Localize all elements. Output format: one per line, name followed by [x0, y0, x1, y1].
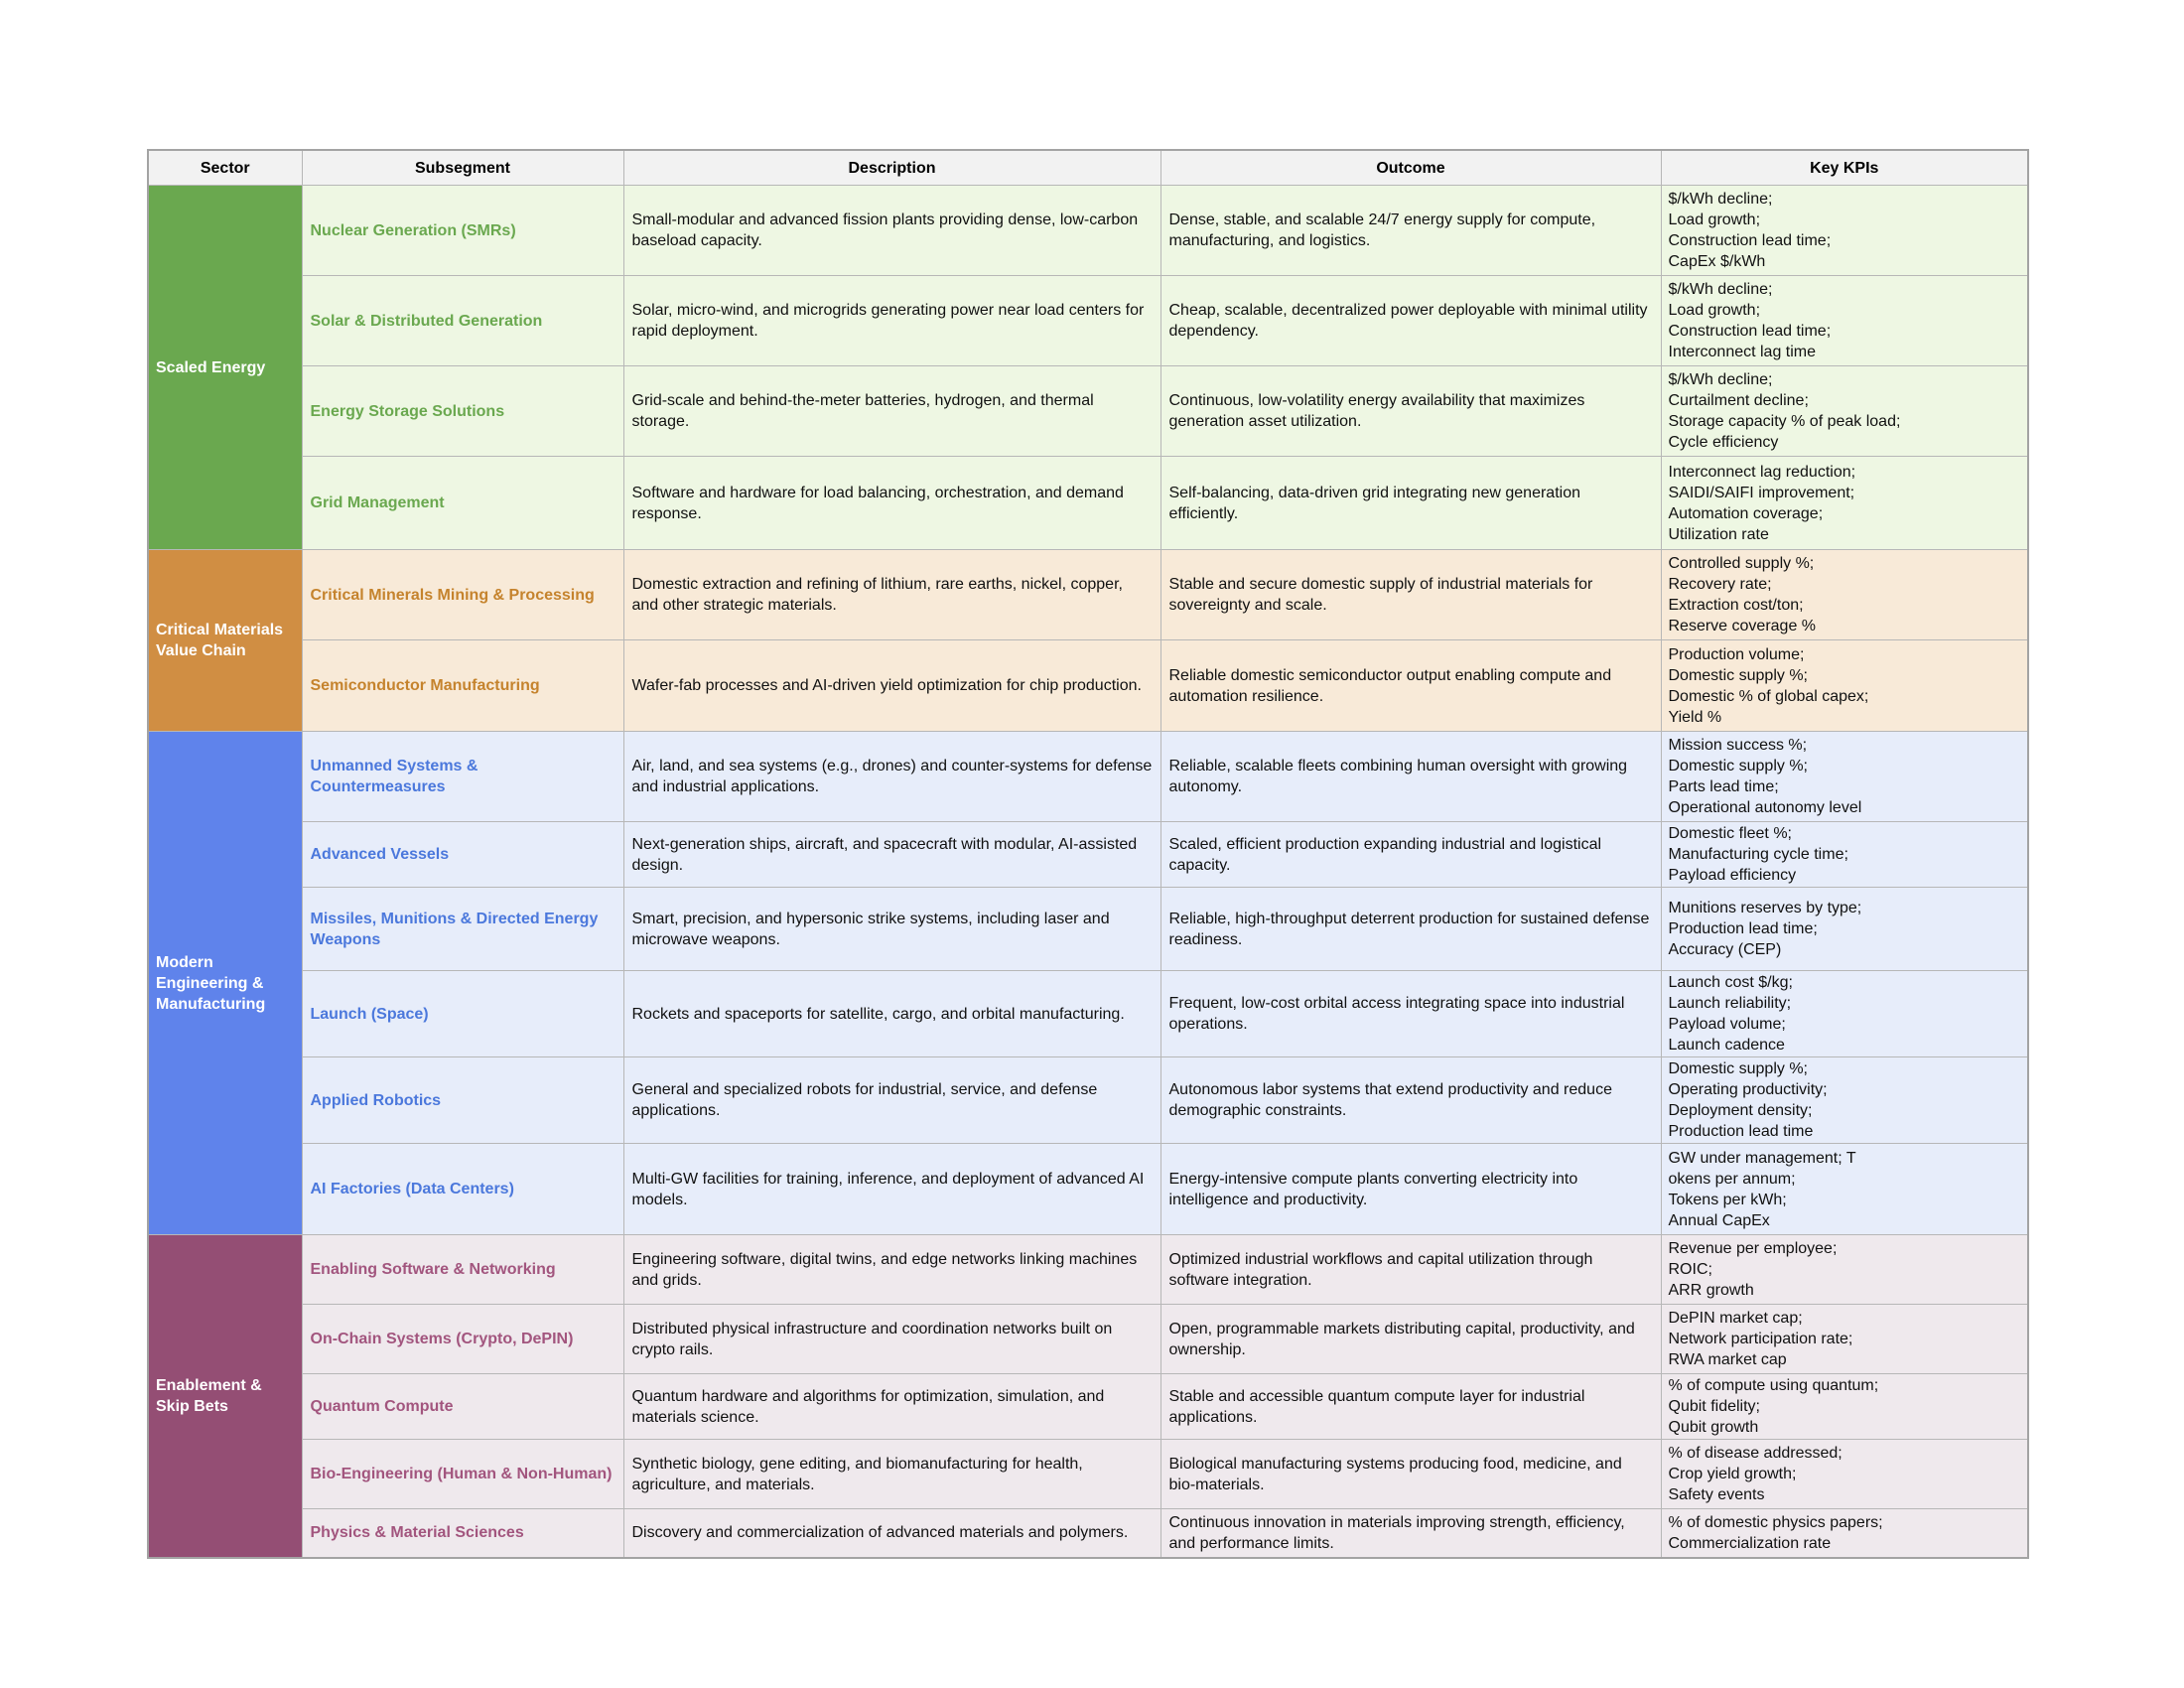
- sector-kpi-table: [147, 149, 2029, 1559]
- outcome-cell: Open, programmable markets distributing capital, productivity, and ownership.: [1160, 1305, 1661, 1374]
- subsegment-label: Missiles, Munitions & Directed Energy Weapons: [302, 888, 623, 971]
- kpi-line: Domestic supply %;: [1668, 1060, 1808, 1077]
- subsegment-label: Advanced Vessels: [302, 822, 623, 888]
- kpi-line: Tokens per kWh;: [1668, 1191, 1787, 1208]
- description-cell: Domestic extraction and refining of lithium, rare earths, nickel, copper, and other strategic materials.: [623, 550, 1160, 640]
- kpi-line: Load growth;: [1668, 211, 1761, 228]
- kpi-cell: [1661, 457, 2028, 550]
- subsegment-label: Launch (Space): [302, 971, 623, 1057]
- kpi-line: $/kWh decline;: [1668, 371, 1773, 388]
- header-row: [148, 150, 2028, 186]
- table-row: [148, 1235, 2028, 1305]
- description-cell: Grid-scale and behind-the-meter batteries, hydrogen, and thermal storage.: [623, 366, 1160, 457]
- kpi-line: Utilization rate: [1668, 525, 1769, 543]
- kpi-line: Recovery rate;: [1668, 576, 1772, 593]
- kpi-line: Qubit growth: [1668, 1419, 1759, 1436]
- column-header-outcome: Outcome: [1160, 150, 1661, 186]
- outcome-cell: Energy-intensive compute plants converting electricity into intelligence and productivity.: [1160, 1144, 1661, 1235]
- kpi-line: Domestic % of global capex;: [1668, 687, 1869, 705]
- kpi-line: Munitions reserves by type;: [1668, 900, 1862, 916]
- kpi-line: $/kWh decline;: [1668, 191, 1773, 208]
- subsegment-label: Applied Robotics: [302, 1057, 623, 1144]
- table-row: [148, 888, 2028, 971]
- outcome-cell: Scaled, efficient production expanding industrial and logistical capacity.: [1160, 822, 1661, 888]
- kpi-line: Network participation rate;: [1668, 1331, 1853, 1347]
- subsegment-label: Solar & Distributed Generation: [302, 276, 623, 366]
- sector-cell-enablement-skip-bets: Enablement & Skip Bets: [148, 1235, 302, 1558]
- kpi-line: Reserve coverage %: [1668, 618, 1817, 634]
- kpi-line: Parts lead time;: [1668, 778, 1779, 795]
- kpi-line: okens per annum;: [1668, 1170, 1796, 1188]
- kpi-cell: [1661, 1057, 2028, 1144]
- kpi-line: Mission success %;: [1668, 737, 1808, 754]
- kpi-cell: [1661, 1144, 2028, 1235]
- column-header-key-kpis: Key KPIs: [1661, 150, 2028, 186]
- description-cell: Synthetic biology, gene editing, and biomanufacturing for health, agriculture, and materials.: [623, 1440, 1160, 1509]
- kpi-line: Curtailment decline;: [1668, 392, 1809, 409]
- table-row: [148, 822, 2028, 888]
- outcome-cell: Autonomous labor systems that extend productivity and reduce demographic constraints.: [1160, 1057, 1661, 1144]
- kpi-line: Qubit fidelity;: [1668, 1398, 1760, 1415]
- subsegment-label: Nuclear Generation (SMRs): [302, 186, 623, 276]
- kpi-line: Automation coverage;: [1668, 504, 1824, 522]
- kpi-line: Launch reliability;: [1668, 995, 1792, 1012]
- kpi-line: Cycle efficiency: [1668, 434, 1779, 451]
- table-row: [148, 276, 2028, 366]
- outcome-cell: Reliable, high-throughput deterrent production for sustained defense readiness.: [1160, 888, 1661, 971]
- kpi-line: Manufacturing cycle time;: [1668, 846, 1848, 863]
- kpi-line: Interconnect lag reduction;: [1668, 463, 1856, 481]
- description-cell: Solar, micro-wind, and microgrids generating power near load centers for rapid deployment.: [623, 276, 1160, 366]
- kpi-line: Extraction cost/ton;: [1668, 597, 1804, 614]
- kpi-line: Payload volume;: [1668, 1016, 1786, 1033]
- table-row: [148, 1144, 2028, 1235]
- kpi-line: Yield %: [1668, 708, 1722, 726]
- table-row: [148, 1440, 2028, 1509]
- kpi-line: Controlled supply %;: [1668, 555, 1815, 572]
- description-cell: Air, land, and sea systems (e.g., drones) and counter-systems for defense and industrial applications.: [623, 732, 1160, 822]
- outcome-cell: Reliable, scalable fleets combining human oversight with growing autonomy.: [1160, 732, 1661, 822]
- kpi-line: DePIN market cap;: [1668, 1310, 1803, 1327]
- kpi-line: Launch cost $/kg;: [1668, 974, 1793, 991]
- kpi-line: % of domestic physics papers;: [1668, 1513, 1883, 1531]
- kpi-line: Revenue per employee;: [1668, 1240, 1838, 1257]
- kpi-line: ARR growth: [1668, 1282, 1754, 1299]
- kpi-line: $/kWh decline;: [1668, 281, 1773, 298]
- kpi-cell: [1661, 1374, 2028, 1440]
- kpi-cell: [1661, 640, 2028, 732]
- outcome-cell: Continuous, low-volatility energy availability that maximizes generation asset utilization.: [1160, 366, 1661, 457]
- description-cell: Small-modular and advanced fission plants providing dense, low-carbon baseload capacity.: [623, 186, 1160, 276]
- kpi-cell: [1661, 366, 2028, 457]
- kpi-line: Domestic supply %;: [1668, 666, 1808, 684]
- column-header-description: Description: [623, 150, 1160, 186]
- kpi-cell: [1661, 550, 2028, 640]
- kpi-line: Construction lead time;: [1668, 232, 1832, 249]
- kpi-line: SAIDI/SAIFI improvement;: [1668, 484, 1855, 501]
- outcome-cell: Cheap, scalable, decentralized power deployable with minimal utility dependency.: [1160, 276, 1661, 366]
- description-cell: Engineering software, digital twins, and edge networks linking machines and grids.: [623, 1235, 1160, 1305]
- table-row: [148, 1305, 2028, 1374]
- subsegment-label: Semiconductor Manufacturing: [302, 640, 623, 732]
- kpi-line: Crop yield growth;: [1668, 1466, 1797, 1482]
- kpi-cell: [1661, 732, 2028, 822]
- kpi-line: Operational autonomy level: [1668, 799, 1862, 816]
- kpi-line: Domestic fleet %;: [1668, 825, 1792, 842]
- description-cell: Rockets and spaceports for satellite, cargo, and orbital manufacturing.: [623, 971, 1160, 1057]
- table-row: [148, 1374, 2028, 1440]
- outcome-cell: Self-balancing, data-driven grid integrating new generation efficiently.: [1160, 457, 1661, 550]
- outcome-cell: Frequent, low-cost orbital access integrating space into industrial operations.: [1160, 971, 1661, 1057]
- column-header-sector: Sector: [148, 150, 302, 186]
- kpi-line: % of disease addressed;: [1668, 1445, 1843, 1462]
- kpi-line: Interconnect lag time: [1668, 344, 1817, 360]
- description-cell: Smart, precision, and hypersonic strike systems, including laser and microwave weapons.: [623, 888, 1160, 971]
- kpi-cell: [1661, 1509, 2028, 1558]
- subsegment-label: Enabling Software & Networking: [302, 1235, 623, 1305]
- description-cell: General and specialized robots for industrial, service, and defense applications.: [623, 1057, 1160, 1144]
- kpi-cell: [1661, 1305, 2028, 1374]
- outcome-cell: Optimized industrial workflows and capital utilization through software integration.: [1160, 1235, 1661, 1305]
- kpi-line: Launch cadence: [1668, 1037, 1785, 1054]
- description-cell: Next-generation ships, aircraft, and spacecraft with modular, AI-assisted design.: [623, 822, 1160, 888]
- outcome-cell: Continuous innovation in materials improving strength, efficiency, and performance limits.: [1160, 1509, 1661, 1558]
- kpi-line: Production lead time: [1668, 1123, 1814, 1140]
- description-cell: Wafer-fab processes and AI-driven yield optimization for chip production.: [623, 640, 1160, 732]
- table-row: [148, 366, 2028, 457]
- kpi-line: Storage capacity % of peak load;: [1668, 413, 1901, 430]
- subsegment-label: Bio-Engineering (Human & Non-Human): [302, 1440, 623, 1509]
- outcome-cell: Dense, stable, and scalable 24/7 energy supply for compute, manufacturing, and logistics.: [1160, 186, 1661, 276]
- kpi-line: Construction lead time;: [1668, 323, 1832, 340]
- kpi-line: GW under management; T: [1668, 1149, 1856, 1167]
- table-row: [148, 640, 2028, 732]
- kpi-line: Accuracy (CEP): [1668, 941, 1782, 958]
- table-row: [148, 186, 2028, 276]
- table-row: [148, 1509, 2028, 1558]
- kpi-cell: [1661, 276, 2028, 366]
- kpi-line: ROIC;: [1668, 1261, 1712, 1278]
- kpi-cell: [1661, 1235, 2028, 1305]
- subsegment-label: AI Factories (Data Centers): [302, 1144, 623, 1235]
- outcome-cell: Stable and accessible quantum compute layer for industrial applications.: [1160, 1374, 1661, 1440]
- kpi-line: Deployment density;: [1668, 1102, 1813, 1119]
- kpi-line: Commercialization rate: [1668, 1534, 1832, 1552]
- subsegment-label: Quantum Compute: [302, 1374, 623, 1440]
- kpi-line: Safety events: [1668, 1486, 1765, 1503]
- table-row: [148, 971, 2028, 1057]
- table-row: [148, 1057, 2028, 1144]
- table-row: [148, 732, 2028, 822]
- column-header-subsegment: Subsegment: [302, 150, 623, 186]
- outcome-cell: Biological manufacturing systems producing food, medicine, and bio-materials.: [1160, 1440, 1661, 1509]
- subsegment-label: Energy Storage Solutions: [302, 366, 623, 457]
- description-cell: Distributed physical infrastructure and coordination networks built on crypto rails.: [623, 1305, 1160, 1374]
- kpi-line: Payload efficiency: [1668, 867, 1797, 884]
- table-row: [148, 457, 2028, 550]
- outcome-cell: Reliable domestic semiconductor output enabling compute and automation resilience.: [1160, 640, 1661, 732]
- kpi-line: Load growth;: [1668, 302, 1761, 319]
- subsegment-label: On-Chain Systems (Crypto, DePIN): [302, 1305, 623, 1374]
- outcome-cell: Stable and secure domestic supply of industrial materials for sovereignty and scale.: [1160, 550, 1661, 640]
- description-cell: Discovery and commercialization of advanced materials and polymers.: [623, 1509, 1160, 1558]
- subsegment-label: Physics & Material Sciences: [302, 1509, 623, 1558]
- kpi-line: Production volume;: [1668, 645, 1805, 663]
- description-cell: Quantum hardware and algorithms for optimization, simulation, and materials science.: [623, 1374, 1160, 1440]
- kpi-cell: [1661, 822, 2028, 888]
- kpi-line: RWA market cap: [1668, 1351, 1787, 1368]
- sector-cell-critical-materials-value-chain: Critical Materials Value Chain: [148, 550, 302, 732]
- sector-cell-modern-engineering-manufacturing: Modern Engineering & Manufacturing: [148, 732, 302, 1235]
- subsegment-label: Grid Management: [302, 457, 623, 550]
- kpi-cell: [1661, 1440, 2028, 1509]
- description-cell: Software and hardware for load balancing, orchestration, and demand response.: [623, 457, 1160, 550]
- kpi-line: Domestic supply %;: [1668, 758, 1808, 774]
- kpi-cell: [1661, 186, 2028, 276]
- sector-cell-scaled-energy: Scaled Energy: [148, 186, 302, 550]
- subsegment-label: Critical Minerals Mining & Processing: [302, 550, 623, 640]
- kpi-line: Annual CapEx: [1668, 1211, 1770, 1229]
- subsegment-label: Unmanned Systems & Countermeasures: [302, 732, 623, 822]
- kpi-cell: [1661, 888, 2028, 971]
- kpi-line: CapEx $/kWh: [1668, 253, 1766, 270]
- table-row: [148, 550, 2028, 640]
- kpi-line: % of compute using quantum;: [1668, 1377, 1879, 1394]
- description-cell: Multi-GW facilities for training, inference, and deployment of advanced AI models.: [623, 1144, 1160, 1235]
- kpi-line: Production lead time;: [1668, 920, 1818, 937]
- kpi-cell: [1661, 971, 2028, 1057]
- kpi-line: Operating productivity;: [1668, 1081, 1828, 1098]
